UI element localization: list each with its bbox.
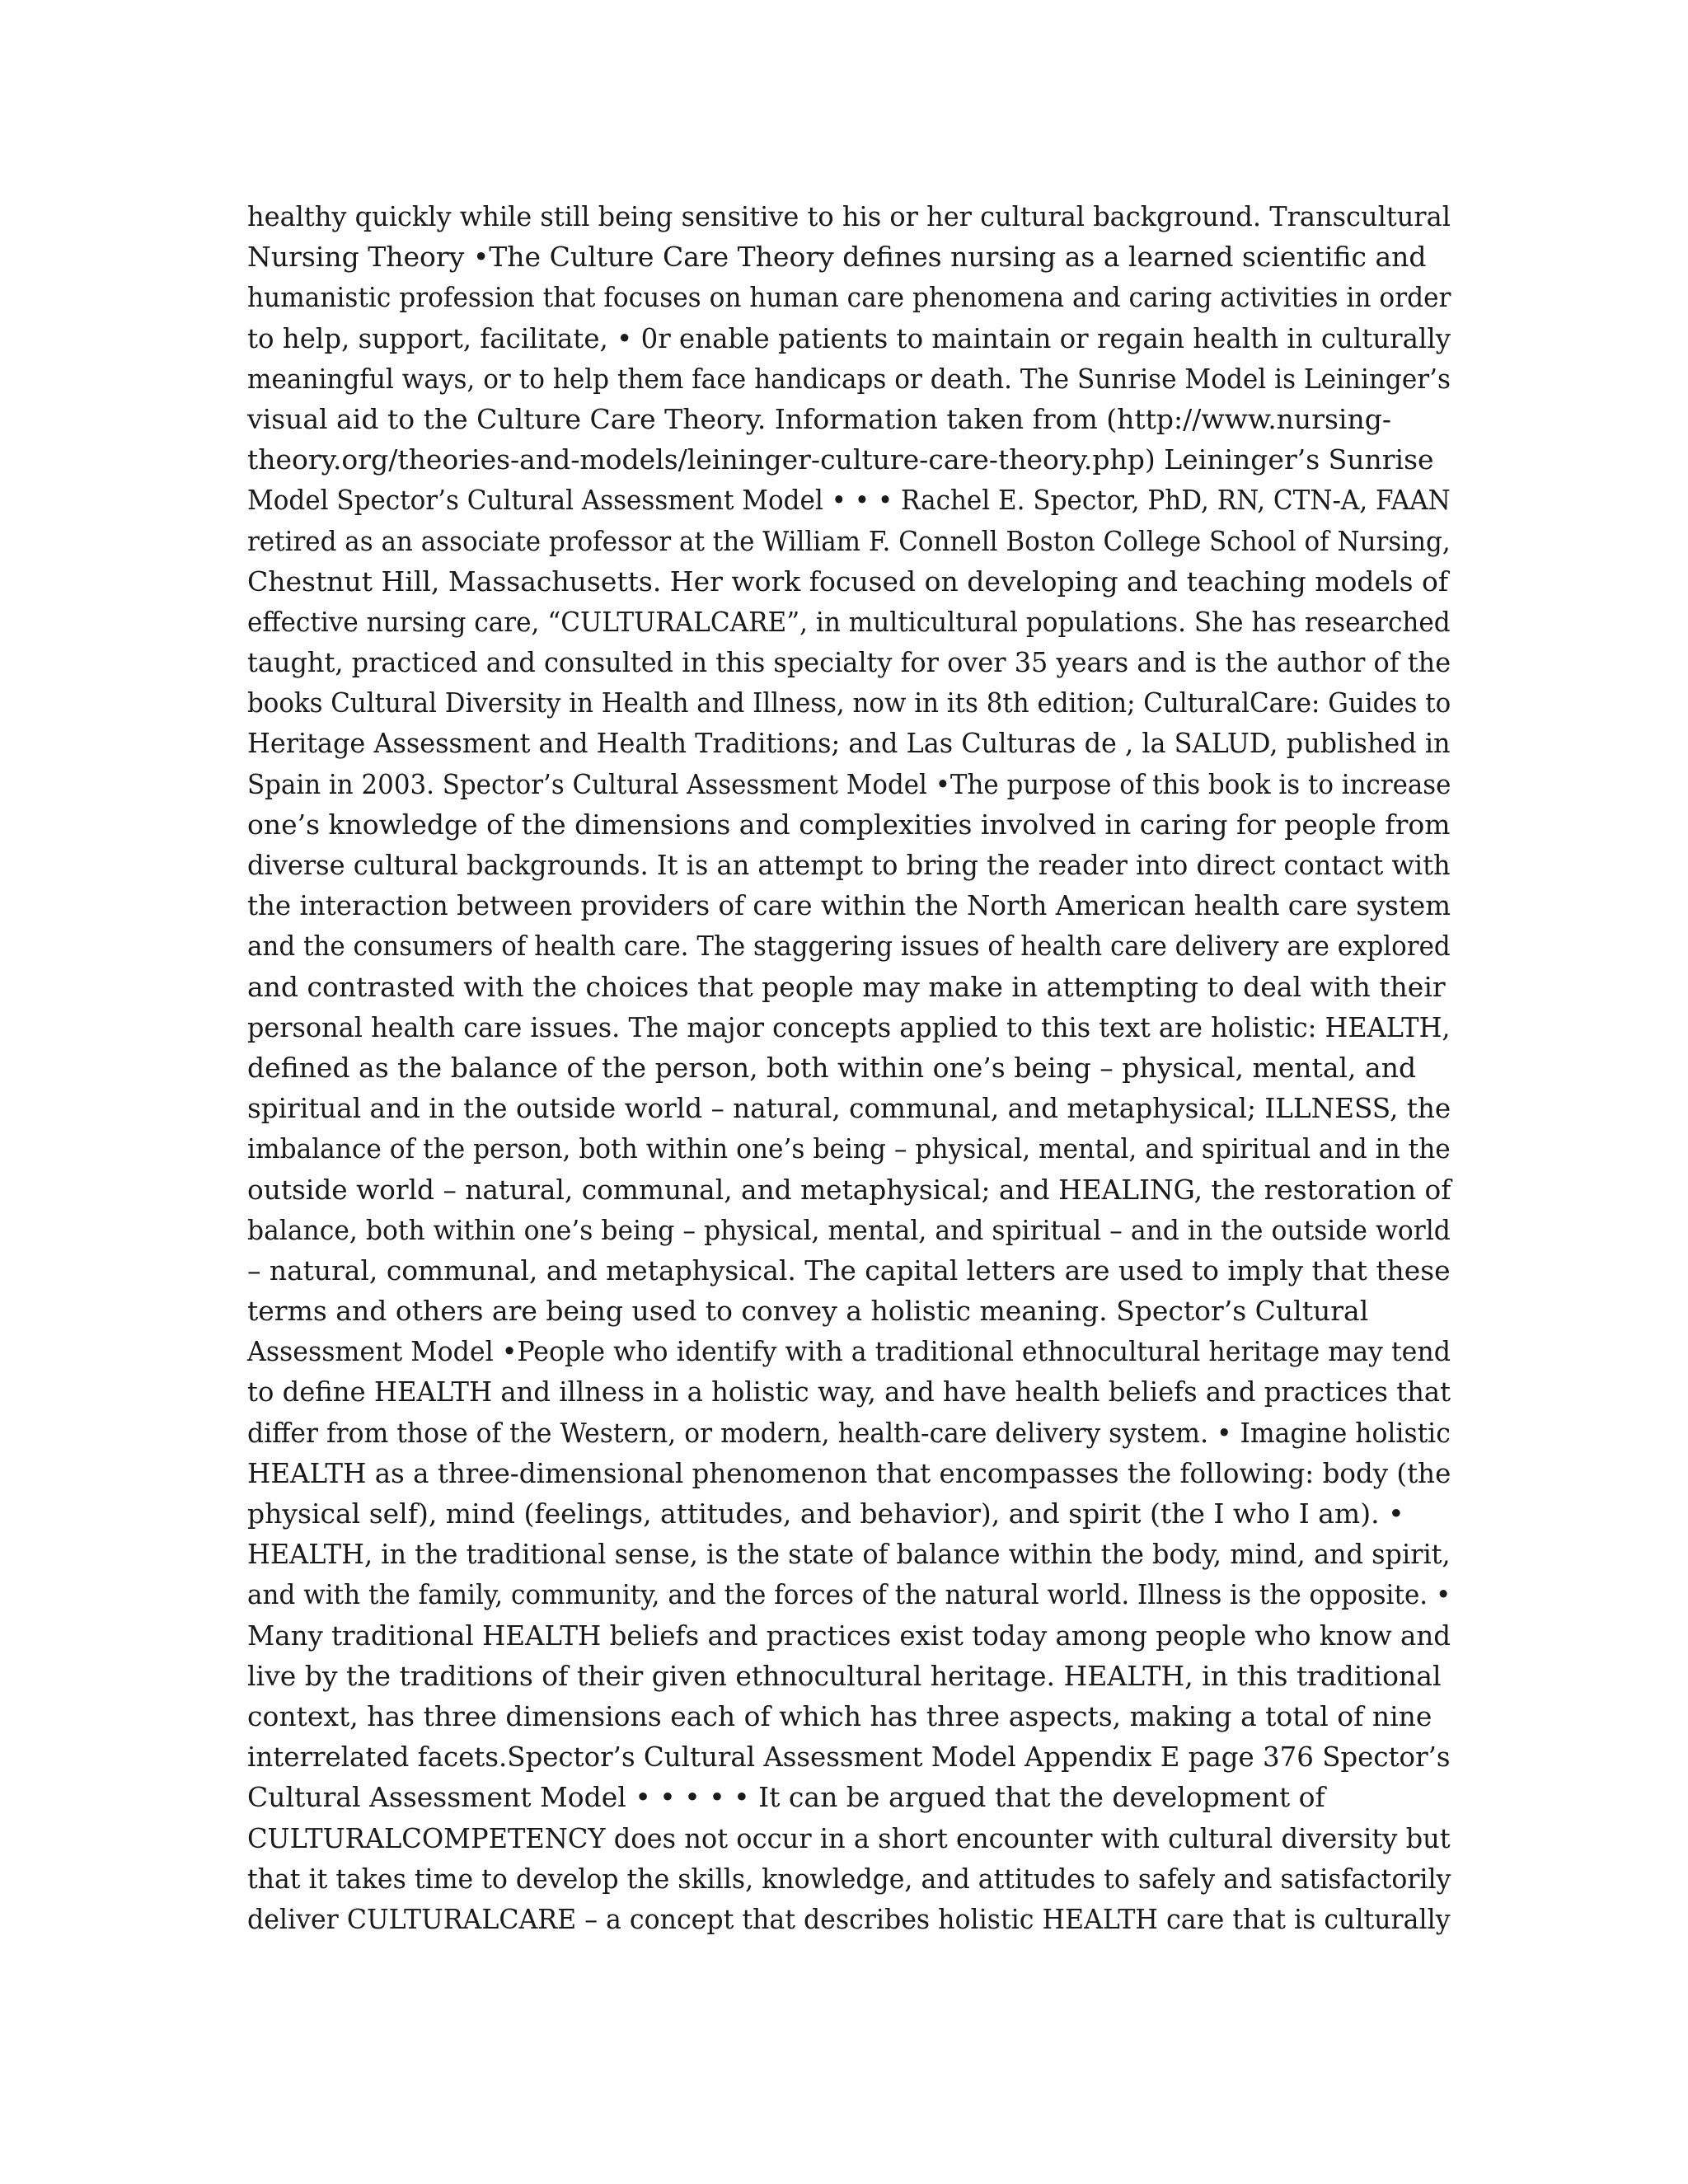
text-line: books Cultural Diversity in Health and Illness, now in its 8th edition; CulturalCare: Guides to xyxy=(247,687,1451,719)
text-line: the interaction between providers of care within the North American health care system xyxy=(247,889,1451,922)
text-line: Assessment Model •People who identify with a traditional ethnocultural heritage may tend xyxy=(247,1335,1451,1368)
text-line: deliver CULTURALCARE – a concept that describes holistic HEALTH care that is culturally xyxy=(247,1902,1451,1935)
text-line: HEALTH, in the traditional sense, is the state of balance within the body, mind, and spirit, xyxy=(247,1538,1451,1571)
text-line: context, has three dimensions each of which has three aspects, making a total of nine xyxy=(247,1699,1432,1732)
text-line: personal health care issues. The major concepts applied to this text are holistic: HEALTH, xyxy=(247,1010,1451,1043)
text-line: and with the family, community, and the forces of the natural world. Illness is the opposite. • xyxy=(247,1578,1451,1611)
text-line: Chestnut Hill, Massachusetts. Her work focused on developing and teaching models of xyxy=(247,565,1449,598)
text-line: – natural, communal, and metaphysical. The capital letters are used to imply that these xyxy=(247,1254,1451,1286)
text-line: physical self), mind (feelings, attitudes, and behavior), and spirit (the I who I am). • xyxy=(247,1497,1404,1530)
text-line: Cultural Assessment Model • • • • • It can be argued that the development of xyxy=(247,1781,1325,1814)
text-line: interrelated facets.Spector’s Cultural Assessment Model Appendix E page 376 Spector’s xyxy=(247,1741,1451,1774)
text-line: taught, practiced and consulted in this specialty for over 35 years and is the author of the xyxy=(247,646,1451,679)
text-line: retired as an associate professor at the William F. Connell Boston College School of Nursing, xyxy=(247,524,1451,557)
text-line: healthy quickly while still being sensitive to his or her cultural background. Transcultural xyxy=(247,200,1451,232)
text-line: Heritage Assessment and Health Traditions; and Las Culturas de , la SALUD, published in xyxy=(247,727,1451,760)
text-line: that it takes time to develop the skills, knowledge, and attitudes to safely and satisfactorily xyxy=(247,1862,1451,1895)
text-line: diverse cultural backgrounds. It is an attempt to bring the reader into direct contact with xyxy=(247,849,1451,881)
text-line: defined as the balance of the person, both within one’s being – physical, mental, and xyxy=(247,1051,1417,1084)
text-line: and the consumers of health care. The staggering issues of health care delivery are explored xyxy=(247,930,1451,963)
text-line: Model Spector’s Cultural Assessment Model • • • Rachel E. Spector, PhD, RN, CTN-A, FAAN xyxy=(247,484,1451,517)
text-line: terms and others are being used to convey a holistic meaning. Spector’s Cultural xyxy=(247,1295,1369,1328)
text-line: theory.org/theories-and-models/leininger-culture-care-theory.php) Leininger’s Sunrise xyxy=(247,443,1434,476)
text-line: Nursing Theory •The Culture Care Theory defines nursing as a learned scientific and xyxy=(247,241,1427,274)
text-line: Many traditional HEALTH beliefs and practices exist today among people who know and xyxy=(247,1619,1451,1652)
text-line: humanistic profession that focuses on human care phenomena and caring activities in order xyxy=(247,281,1451,314)
text-line: live by the traditions of their given ethnocultural heritage. HEALTH, in this traditional xyxy=(247,1659,1442,1692)
body-text xyxy=(247,196,1451,1939)
text-line: to help, support, facilitate, • 0r enable patients to maintain or regain health in culturally xyxy=(247,321,1451,354)
text-line: differ from those of the Western, or modern, health-care delivery system. • Imagine holistic xyxy=(247,1416,1451,1449)
text-line: and contrasted with the choices that people may make in attempting to deal with their xyxy=(247,970,1446,1003)
text-line: imbalance of the person, both within one’s being – physical, mental, and spiritual and in the xyxy=(247,1132,1451,1165)
text-line: meaningful ways, or to help them face handicaps or death. The Sunrise Model is Leininger’s xyxy=(247,362,1451,395)
text-line: one’s knowledge of the dimensions and complexities involved in caring for people from xyxy=(247,808,1451,841)
text-line: CULTURALCOMPETENCY does not occur in a short encounter with cultural diversity but xyxy=(247,1821,1451,1854)
text-line: balance, both within one’s being – physical, mental, and spiritual – and in the outside world xyxy=(247,1213,1451,1246)
text-line: effective nursing care, “CULTURALCARE”, in multicultural populations. She has researched xyxy=(247,605,1451,638)
text-line: HEALTH as a three-dimensional phenomenon that encompasses the following: body (the xyxy=(247,1456,1451,1489)
text-line: visual aid to the Culture Care Theory. Information taken from (http://www.nursing- xyxy=(247,402,1391,435)
text-line: to define HEALTH and illness in a holistic way, and have health beliefs and practices that xyxy=(247,1376,1451,1408)
text-line: outside world – natural, communal, and metaphysical; and HEALING, the restoration of xyxy=(247,1173,1451,1206)
text-line: Spain in 2003. Spector’s Cultural Assessment Model •The purpose of this book is to increase xyxy=(247,767,1451,800)
text-line: spiritual and in the outside world – natural, communal, and metaphysical; ILLNESS, the xyxy=(247,1092,1451,1125)
